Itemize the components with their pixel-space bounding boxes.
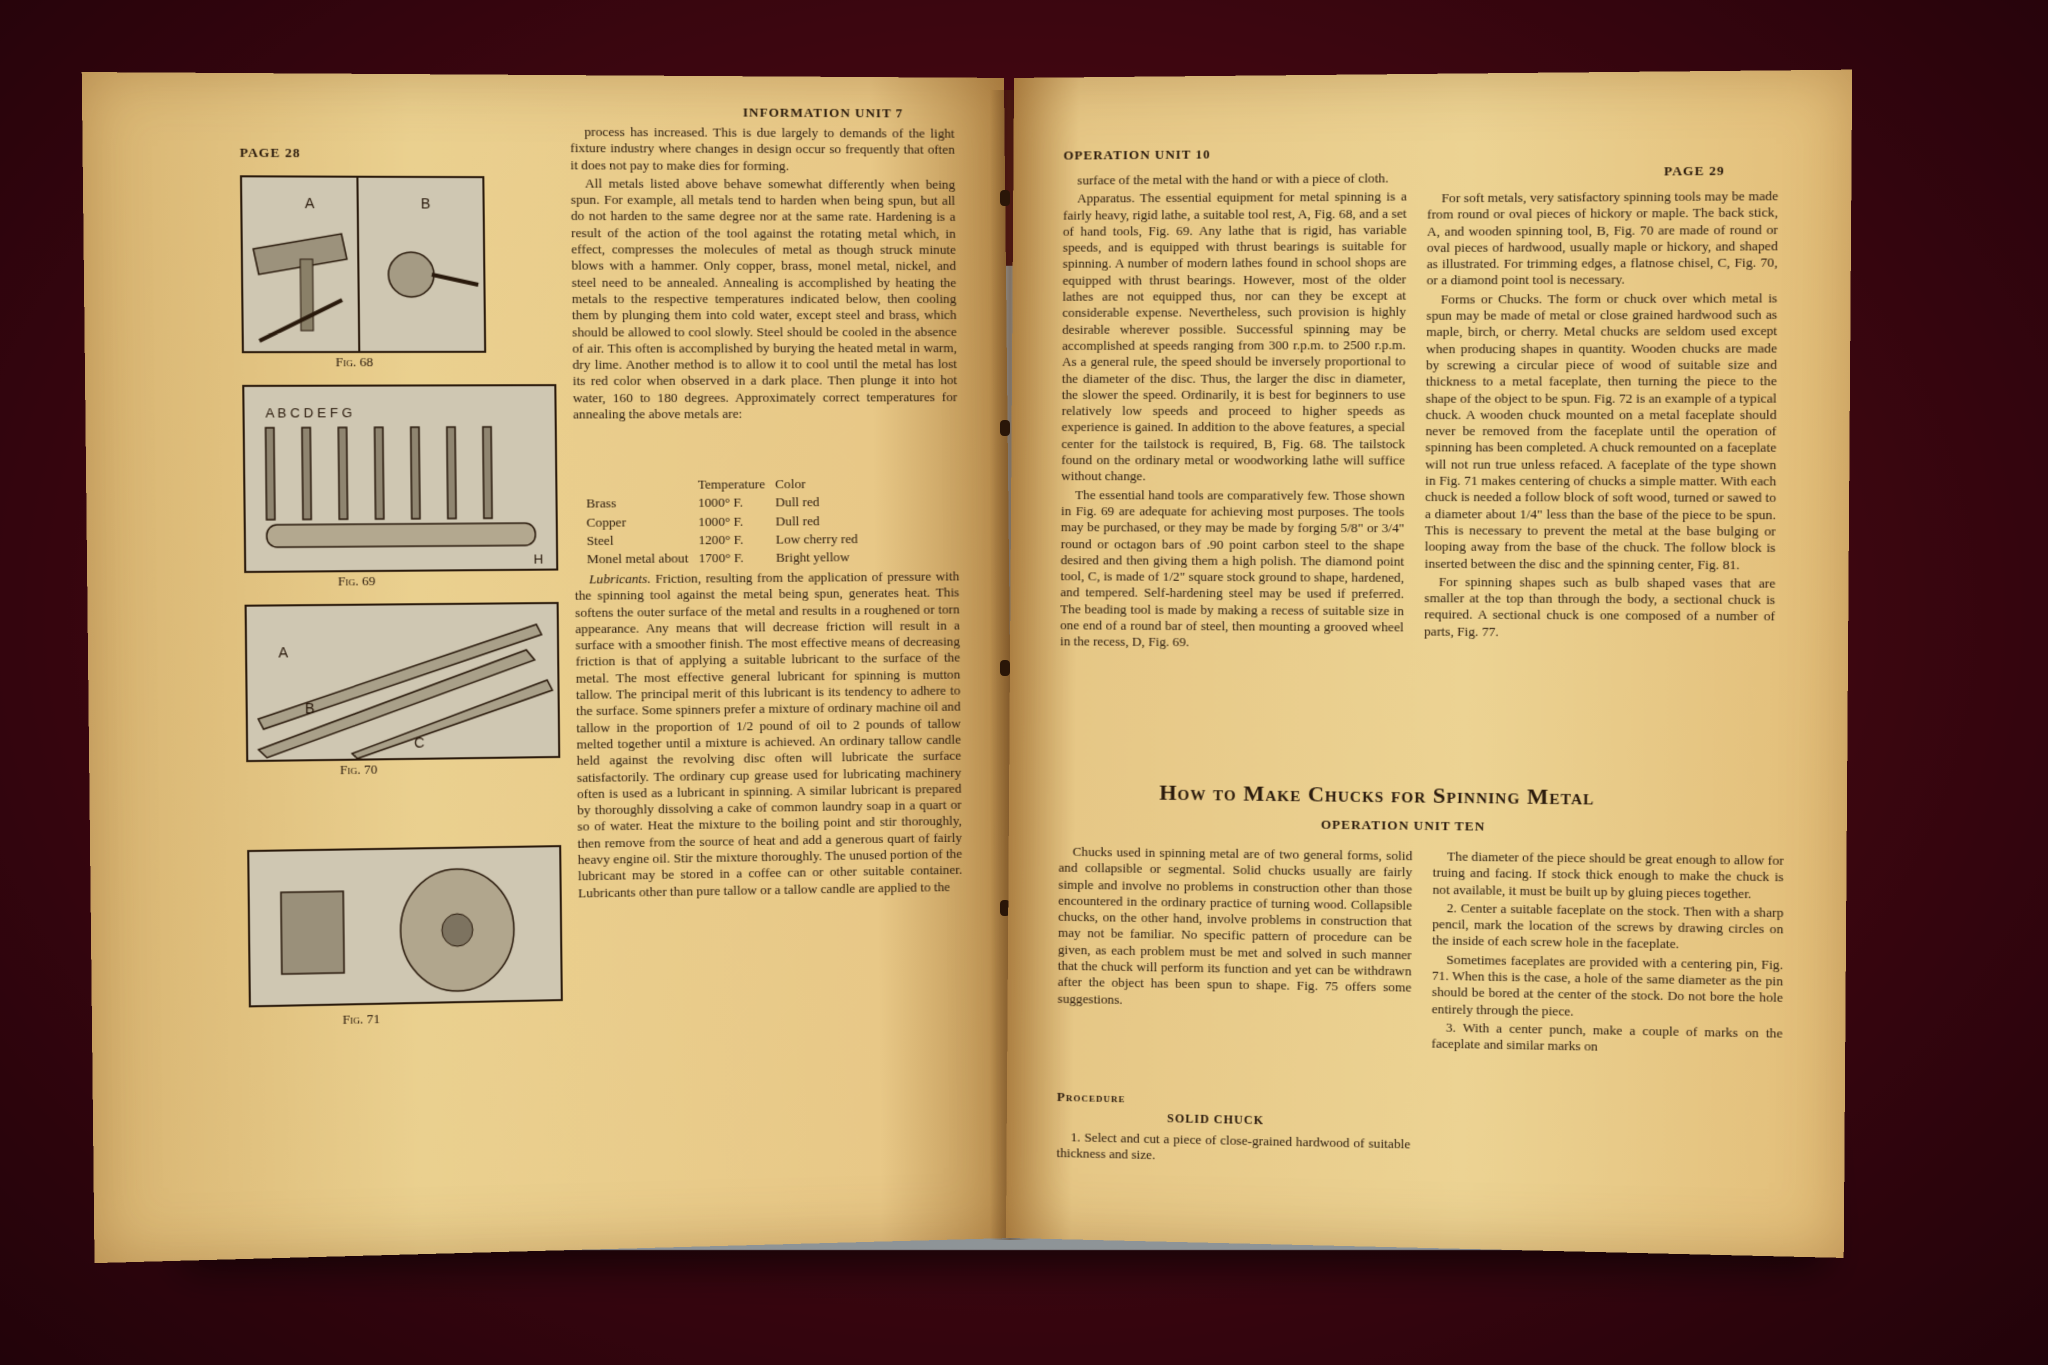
wooden-spinning-tools-illustration (247, 604, 559, 760)
svg-text:A: A (304, 196, 315, 213)
table-cell: Dull red (775, 494, 820, 510)
table-cell: Low cherry red (775, 530, 858, 547)
fig-71-caption: Fig. 71 (342, 1010, 381, 1027)
running-head-right: OPERATION UNIT 10 (1063, 146, 1211, 163)
figure-70 (245, 602, 561, 762)
binding-stitch (1000, 190, 1010, 206)
paragraph: The diameter of the piece should be great enough to allow for truing and facing. If stock thick enough to make the chuck is not available, it must be built up by gluing pieces together. (1432, 848, 1784, 901)
annealing-temperature-table (584, 474, 868, 570)
section-title: How to Make Chucks for Spinning Metal (1159, 779, 1595, 810)
paragraph: All metals listed above behave somewhat differently when being spun. For example, all metals tend to harden when being spun, but all do not harden to the same degree nor at the same rate. Hardening is a result of the action of the tool against the rotating metal which, in effect, compresses the molecules of metal as though struck minute blows with a hammer. Only copper, brass, monel metal, nickel, and steel need to be annealed. Annealing is accomplished by heating the metals to the respective temperatures indicated below, then cooling them by plunging them into cold water, except steel and brass, which should be allowed to cool slowly. Steel should be cooled in the absence of air. This often is accomplished by burying the heated metal in warm, dry lime. Another method is to allow it to cool until the metal has lost its red color when observed in a dark place. Then plunge it into hot water, 160 to 180 degrees. Approximately correct temperatures for annealing the above metals are: (570, 175, 958, 422)
left-text-column (570, 124, 958, 425)
fig-69-caption: Fig. 69 (337, 572, 376, 589)
table-header: Color (775, 476, 806, 492)
page-number-right: PAGE 29 (1663, 162, 1725, 179)
svg-text:C: C (414, 735, 425, 752)
table-cell: 1200° F. (698, 531, 744, 548)
figure-68b (356, 176, 486, 353)
paragraph: surface of the metal with the hand or with a piece of cloth. (1077, 170, 1389, 188)
table-row (586, 494, 865, 512)
table-cell: Brass (586, 495, 617, 511)
paragraph: Apparatus. The essential equipment for metal spinning is a fairly heavy, rigid lathe, a suitable tool rest, A, Fig. 68, and a set of hand tools, Fig. 69. Any lathe that is rigid, has variable speeds, and is equipped with thrust bearings is suitable for spinning. A number of modern lathes found in school shops are equipped with thrust bearings. However, most of the older lathes are not equipped thus, nor can they be except at considerable expense. Nevertheless, such provision is highly desirable wherever possible. Successful spinning may be accomplished at speeds ranging from 300 r.p.m. to 2500 r.p.m. As a general rule, the speed should be inversely proportional to the diameter of the disc. Thus, the larger the disc in diameter, the slower the speed. Ordinarily, it is best for beginners to use relatively low speeds and proceed to higher speeds as experience is gained. In addition to the above features, a special center for the tailstock is required, B, Fig. 68. The tailstock found on the ordinary metal or woodworking lathe will suffice without change. (1061, 188, 1407, 484)
table-cell: Steel (586, 532, 614, 548)
tool-rest-illustration (242, 177, 358, 351)
left-page (82, 72, 1016, 1263)
svg-text:A B C D E F G: A B C D E F G (265, 405, 353, 421)
right-page (1006, 70, 1852, 1258)
table-cell: Bright yellow (775, 549, 850, 565)
lubricants-heading: Lubricants. (588, 570, 651, 587)
figure-69 (242, 384, 558, 573)
intro-paragraph: Chucks used in spinning metal are of two general forms, solid and collapsible or segmental. Solid chucks usually are fairly simple and involve no problems in construction other than those encountered in the ordinary practice of turning wood. Collapsible chucks, on the other hand, involve problems in construction that may not be familiar. No specific pattern of procedure can be given, as each problem must be met and solved in such manner that the chuck will perform its function and yet can be withdrawn after the object has been spun to shape. Fig. 75 offers some suggestions. (1057, 843, 1413, 1007)
svg-text:B: B (420, 196, 431, 213)
table-cell: 1700° F. (698, 550, 744, 566)
paragraph: process has increased. This is due largely to demands of the light fixture industry where changes in design occur so frequently that often it does not pay to make dies for forming. (570, 123, 955, 173)
faceplate-illustration (249, 847, 561, 1005)
fig-68-caption: Fig. 68 (335, 354, 374, 370)
running-head-left: INFORMATION UNIT 7 (742, 104, 904, 121)
binding-stitch (1000, 660, 1010, 676)
fig-70-caption: Fig. 70 (339, 761, 378, 778)
right-text-column-2 (1424, 188, 1778, 644)
table-header: Temperature (697, 476, 766, 492)
table-row (587, 549, 866, 568)
paragraph: Forms or Chucks. The form or chuck over which metal is spun may be made of metal or close grained hardwood such as maple, birch, or cherry. Metal chucks are seldom used except when producing shapes in quantity. Wooden chucks are made by screwing a circular piece of wood of suitable size and thickness to a metal faceplate, then turning the piece to the shape of the object to be spun. Fig. 72 is an example of a typical chuck. A wooden chuck mounted on a metal faceplate should never be removed from the faceplate until the operation of spinning has been completed. A chuck remounted on a faceplate will not run true unless refaced. A faceplate of the type shown in Fig. 71 makes centering of chucks a simple matter. With each chuck is needed a follow block of soft wood, turned or sawed to a diameter about 1/4" less than the base of the piece to be spun. This is necessary to prevent the metal at the base bulging or looping away from the base of the chuck. The follow block is inserted between the disc and the spinning center, Fig. 81. (1424, 289, 1778, 572)
step-1: 1. Select and cut a piece of close-grained hardwood of suitable thickness and size. (1056, 1129, 1411, 1163)
binding-stitch (1000, 420, 1010, 436)
table-cell: 1000° F. (697, 494, 744, 511)
solid-chuck-heading: SOLID CHUCK (1167, 1111, 1265, 1128)
step-1-column (1056, 1129, 1410, 1171)
svg-text:A: A (278, 645, 289, 662)
svg-text:H: H (533, 551, 544, 567)
paragraph: Sometimes faceplates are provided with a centering pin, Fig. 71. When this is the case, a hole of the same diameter as the pin should be bored at the center of the stock. Do not bore the hole entirely through the piece. (1431, 951, 1784, 1019)
figure-68a (240, 175, 360, 353)
table-cell: 1000° F. (698, 513, 744, 529)
table-row (587, 531, 866, 549)
paragraph: For soft metals, very satisfactory spinning tools may be made from round or oval pieces of hickory or maple. The back stick, A, and wooden spinning tool, B, Fig. 70 are made of round or oval pieces of hardwood, usually maple or hickory, and shaped as illustrated. For trimming edges, a flatnose chisel, C, Fig. 70, or a diamond point tool is necessary. (1426, 187, 1779, 288)
procedure-heading: Procedure (1056, 1088, 1126, 1106)
intro-column (1058, 844, 1413, 1015)
table-cell: Copper (586, 513, 627, 530)
svg-text:B: B (304, 701, 315, 718)
figure-71 (247, 845, 563, 1007)
table-header (586, 477, 696, 494)
table-cell: Dull red (775, 512, 820, 529)
tailstock-center-illustration (358, 178, 484, 351)
procedure-right-column (1431, 848, 1784, 1060)
table-cell: Monel metal about (586, 550, 689, 567)
section-subtitle: OPERATION UNIT TEN (1320, 816, 1486, 834)
right-text-column-1 (1060, 170, 1407, 654)
hand-tools-illustration (244, 386, 556, 571)
paragraph: 3. With a center punch, make a couple of marks on the faceplate and similar marks on (1431, 1019, 1783, 1054)
lubricants-column (575, 568, 963, 903)
table-row (586, 512, 865, 530)
paragraph: The essential hand tools are comparatively few. Those shown in Fig. 69 are adequate for achieving most purposes. The tools may be purchased, or they may be made by forging 5/8" or 3/4" round or octagon bars of .90 point carbon steel to the shape desired and then giving them a high polish. The diamond point tool, C, is made of 1/2" square stock ground to shape, hardened, and tempered. Self-hardening steel may be used if preferred. The beading tool is made by making a recess of suitable size in one end of a round bar of steel, then mounting a grooved wheel in the recess, D, Fig. 69. (1060, 486, 1405, 650)
page-number-left: PAGE 28 (239, 144, 301, 161)
paragraph: For spinning shapes such as bulb shaped vases that are smaller at the top than through the body, a sectional chuck is required. A sectional chuck is one composed of a number of parts, Fig. 77. (1424, 573, 1776, 639)
lubricants-paragraph (575, 568, 963, 901)
paragraph: 2. Center a suitable faceplate on the stock. Then with a sharp pencil, mark the location of the screws by drawing circles on the inside of each screw hole in the faceplate. (1432, 899, 1784, 952)
lubricants-text: Friction, resulting from the application of pressure with the spinning tool against the metal being spun, generates heat. This softens the outer surface of the metal and results in a roughened or torn appearance. Any means that will decrease friction will result in a surface with a smoother finish. The most effective means of decreasing friction is that of applying a suitable lubricant to the surface of the metal. The most effective general lubricant for spinning is mutton tallow. The principal merit of this lubricant is its tendency to adhere to the surface. Some spinners prefer a mixture of ordinary machine oil and tallow in the proportion of 1/2 pound of oil to 2 pounds of tallow melted together until a mixture is achieved. An ordinary tallow candle held against the revolving disc often will lubricate the surface satisfactorily. The ordinary cup grease used for lubricating machinery often is used as a lubricant in spinning. A similar lubricant is prepared by thoroughly dissolving a cake of common laundry soap in a quart or so of water. Heat the mixture to the boiling point and stir thoroughly, then remove from the source of heat and add a generous quart of fairly heavy engine oil. Stir the mixture thoroughly. The unused portion of the lubricant may be stored in a coffee can or other suitable container. Lubricants other than pure tallow or a tallow candle are applied to the (574, 568, 963, 901)
